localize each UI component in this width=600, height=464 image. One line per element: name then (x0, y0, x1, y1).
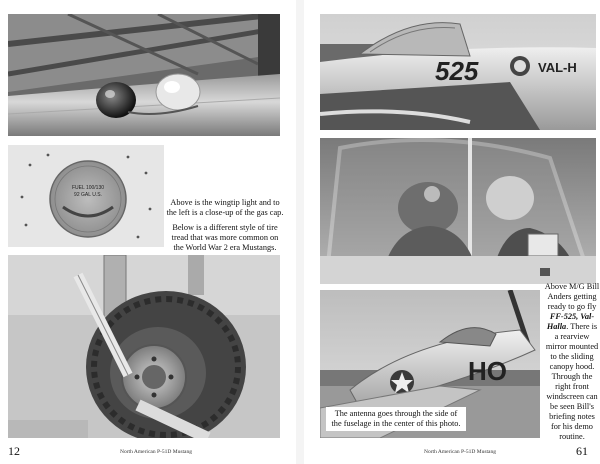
left-page-number: 12 (8, 444, 20, 458)
pilot-caption (544, 282, 600, 442)
gas-cap-text-1: FUEL 100/130 (71, 185, 105, 191)
right-footer-title: North American P-51D Mustang (424, 449, 496, 455)
left-page (0, 0, 296, 464)
caption-tire: Below is a different style of tire tread that was more common on the World War 2 era Mustangs. (171, 223, 279, 252)
page-gutter (296, 0, 304, 464)
right-page (304, 0, 600, 464)
tail-code-top: 525 (435, 56, 479, 86)
gas-cap-text-2: 92 GAL U.S. (74, 192, 102, 198)
right-page-number: 61 (576, 444, 588, 458)
mustang-ground-photo (320, 290, 540, 438)
pilot-caption-aircraft: FF-525, Val-Halla (546, 312, 595, 331)
left-footer-title: North American P-51D Mustang (120, 449, 192, 455)
wingtip-light-photo (8, 14, 280, 136)
pilot-cockpit-photo (320, 138, 596, 284)
gas-cap-photo (8, 145, 164, 247)
aircraft-side-photo (320, 14, 596, 130)
antenna-caption: The antenna goes through the side of the fuselage in the center of this photo. (326, 407, 466, 431)
tire-photo (8, 255, 280, 438)
left-caption (166, 198, 284, 258)
pilot-caption-prefix: Above M/G Bill Anders getting ready to go fly (544, 282, 600, 311)
caption-wingtip: Above is the wingtip light and to the left is a close-up of the gas cap. (166, 198, 284, 217)
aircraft-name-top: VAL-H (538, 60, 577, 75)
pilot-caption-suffix: . There is a rearview mirror mounted to the sliding canopy hood. Through the right front windscreen can be seen Bill's briefing notes for his demo routine. (545, 322, 599, 441)
aircraft-code-bottom: HO (468, 356, 507, 386)
